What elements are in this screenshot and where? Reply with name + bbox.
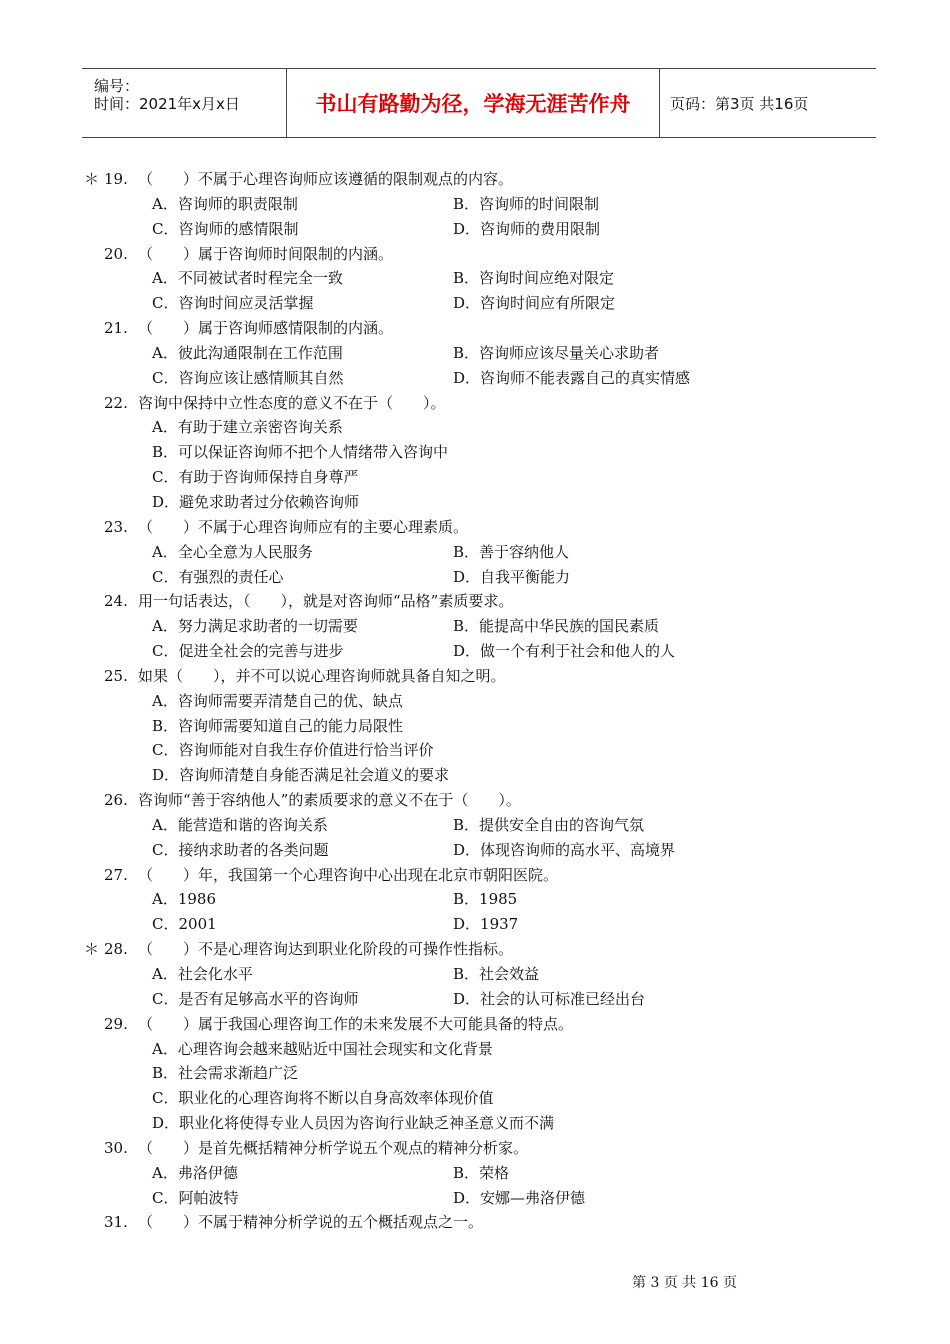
answer-option: D．体现咨询师的高水平、高境界 [453,840,676,859]
question-number: 27. [104,865,128,884]
answer-option: B．咨询师需要知道自己的能力局限性 [152,716,404,735]
answer-option: D．咨询师清楚自身能否满足社会道义的要求 [152,766,450,785]
answer-option: D．安娜—弗洛伊德 [453,1188,586,1207]
option-line [0,540,950,565]
answer-option: D．社会的认可标准已经出台 [453,989,646,1008]
answer-option: A．咨询师需要弄清楚自己的优、缺点 [152,691,403,710]
code-label: 编号： [94,77,140,95]
option-line [0,1037,950,1062]
question-text: （ ）不属于心理咨询师应有的主要心理素质。 [138,517,469,536]
answer-option: D．咨询师的费用限制 [453,219,601,238]
motto-text: 书山有路勤为径，学海无涯苦作舟 [315,92,631,116]
option-line [0,291,950,316]
question-number: 21. [104,319,128,338]
question-number: 20. [104,244,128,263]
option-line [0,217,950,242]
option-line [0,366,950,391]
answer-option: D．做一个有利于社会和他人的人 [453,642,676,661]
question-text: 用一句话表达，（ ），就是对咨询师“品格”素质要求。 [138,592,514,611]
question-text: （ ）不是心理咨询达到职业化阶段的可操作性指标。 [138,940,514,959]
answer-option: C．促进全社会的完善与进步 [152,642,344,661]
answer-option: B．咨询师的时间限制 [453,194,600,213]
answer-option: C．咨询师的感情限制 [152,219,299,238]
option-line [0,266,950,291]
option-line [0,614,950,639]
answer-option: C．有强烈的责任心 [152,567,284,586]
question-text: （ ）不属于心理咨询师应该遵循的限制观点的内容。 [138,170,514,188]
question-text: （ ）属于我国心理咨询工作的未来发展不大可能具备的特点。 [138,1014,574,1033]
answer-option: D．自我平衡能力 [453,567,571,586]
option-line [0,714,950,739]
question-number: 28. [104,940,128,959]
question-text: 如果（ ），并不可以说心理咨询师就具备自知之明。 [138,666,506,685]
question-text: 咨询中保持中立性态度的意义不在于（ ）。 [138,393,446,412]
answer-option: C．有助于咨询师保持自身尊严 [152,468,359,487]
time-label: 时间：2021年x月x日 [94,95,240,113]
answer-option: B．社会需求渐趋广泛 [152,1064,299,1083]
question-number: 30. [104,1138,128,1157]
star-marker: ＊ [84,170,100,188]
answer-option: A．社会化水平 [152,965,253,983]
answer-option: C．2001 [152,915,217,934]
option-line [0,689,950,714]
question-line [0,242,950,267]
question-text: （ ）不属于精神分析学说的五个概括观点之一。 [138,1213,484,1232]
answer-option: C．是否有足够高水平的咨询师 [152,989,359,1008]
answer-option: B．咨询时间应绝对限定 [453,269,615,288]
answer-option: D．1937 [453,915,519,934]
question-text: （ ）属于咨询师感情限制的内涵。 [138,319,394,338]
question-text: （ ）是首先概括精神分析学说五个观点的精神分析家。 [138,1138,529,1157]
option-line [0,962,950,987]
answer-option: A．彼此沟通限制在工作范围 [152,343,343,362]
question-line [0,391,950,416]
question-line [0,1136,950,1161]
answer-option: B．提供安全自由的咨询气氛 [453,815,645,834]
option-line [0,1086,950,1111]
answer-option: A．能营造和谐的咨询关系 [152,815,328,834]
option-line [0,1061,950,1086]
answer-option: C．咨询时间应灵活掌握 [152,294,314,313]
option-line [0,763,950,788]
answer-option: D．咨询师不能表露自己的真实情感 [453,368,691,387]
option-line [0,465,950,490]
answer-option: D．职业化将使得专业人员因为咨询行业缺乏神圣意义而不满 [152,1114,555,1133]
answer-option: A．全心全意为人民服务 [152,542,313,561]
answer-option: C．咨询应该让感情顺其自然 [152,368,344,387]
answer-option: B．可以保证咨询师不把个人情绪带入咨询中 [152,443,449,462]
question-line [0,788,950,813]
answer-option: B．能提高中华民族的国民素质 [453,617,660,636]
option-line [0,440,950,465]
question-line [0,1210,950,1235]
answer-option: B．善于容纳他人 [453,542,570,561]
option-line [0,887,950,912]
question-text: 咨询师“善于容纳他人”的素质要求的意义不在于（ ）。 [138,791,521,810]
page-label: 页码：第3页 共16页 [670,94,809,113]
answer-option: A．1986 [152,890,217,909]
answer-option: C．咨询师能对自我生存价值进行恰当评价 [152,741,434,760]
answer-option: C．接纳求助者的各类问题 [152,840,329,859]
answer-option: D．咨询时间应有所限定 [453,294,616,313]
question-line [0,863,950,888]
question-number: 19. [104,170,128,188]
option-line [0,838,950,863]
question-line [0,316,950,341]
option-line [0,1111,950,1136]
option-line [0,1186,950,1211]
question-number: 25. [104,666,128,685]
option-line [0,1161,950,1186]
question-number: 23. [104,517,128,536]
answer-option: B．社会效益 [453,965,540,983]
answer-option: A．努力满足求助者的一切需要 [152,617,358,636]
option-line [0,490,950,515]
answer-option: D．避免求助者过分依赖咨询师 [152,492,360,511]
option-line [0,813,950,838]
option-line [0,565,950,590]
question-text: （ ）年，我国第一个心理咨询中心出现在北京市朝阳医院。 [138,865,559,884]
option-line [0,987,950,1012]
answer-option: A．有助于建立亲密咨询关系 [152,418,343,437]
page-number-cell [660,69,876,137]
answer-option: A．心理咨询会越来越贴近中国社会现实和文化背景 [152,1039,493,1058]
question-line [0,1012,950,1037]
answer-option: B．1985 [453,890,518,909]
option-line [0,738,950,763]
question-list [0,167,950,1235]
question-number: 24. [104,592,128,611]
page-header [82,68,876,138]
question-number: 26. [104,791,128,810]
question-number: 31. [104,1213,128,1232]
question-number: 22. [104,393,128,412]
star-marker: ＊ [84,940,100,959]
question-text: （ ）属于咨询师时间限制的内涵。 [138,244,394,263]
option-line [0,341,950,366]
option-line [0,415,950,440]
answer-option: C．职业化的心理咨询将不断以自身高效率体现价值 [152,1089,494,1108]
question-line [0,937,950,962]
question-number: 29. [104,1014,128,1033]
answer-option: A．咨询师的职责限制 [152,194,298,213]
option-line [0,912,950,937]
answer-option: C．阿帕波特 [152,1188,239,1207]
answer-option: B．荣格 [453,1163,510,1182]
question-line [0,664,950,689]
answer-option: A．不同被试者时程完全一致 [152,269,343,288]
option-line [0,639,950,664]
question-line [0,167,950,192]
option-line [0,192,950,217]
question-line [0,589,950,614]
answer-option: B．咨询师应该尽量关心求助者 [453,343,660,362]
question-line [0,515,950,540]
motto-cell [287,69,660,137]
page-footer: 第 3 页 共 16 页 [632,1275,737,1291]
answer-option: A．弗洛伊德 [152,1163,238,1182]
header-meta-cell [82,69,287,137]
